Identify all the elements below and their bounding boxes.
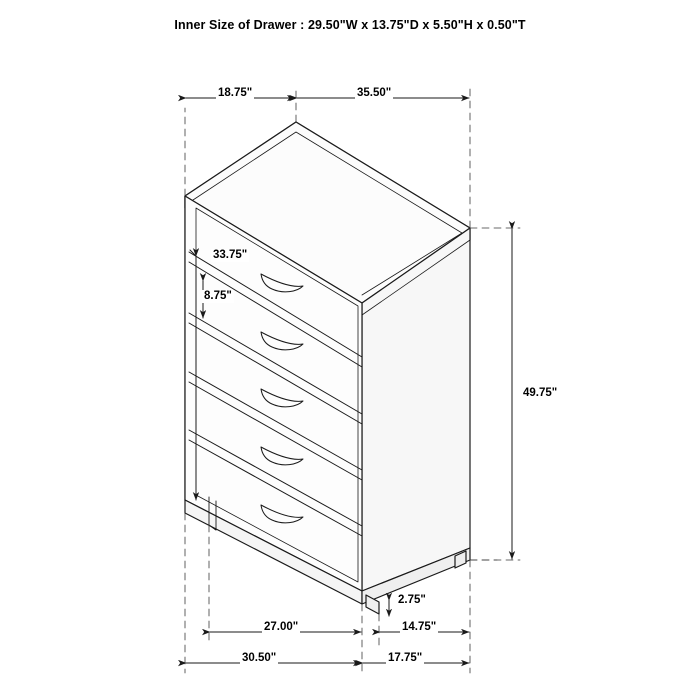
dimension-label-drawer-inner-height: 8.75" [204, 290, 232, 302]
dimension-label-bottom-outer-side: 17.75" [388, 652, 423, 664]
page-title: Inner Size of Drawer : 29.50"W x 13.75"D x 5.50"H x 0.50"T [174, 18, 526, 32]
dimension-label-bottom-inner-side: 14.75" [402, 621, 437, 633]
dimension-label-foot-height: 2.75" [398, 594, 426, 606]
dimension-label-drawer-front-height: 33.75" [213, 249, 248, 261]
dimension-label-bottom-outer-front: 30.50" [242, 652, 277, 664]
dimension-label-top-right-width: 35.50" [357, 87, 392, 99]
dimension-label-bottom-inner-front: 27.00" [264, 621, 299, 633]
dimension-label-top-left-depth: 18.75" [218, 87, 253, 99]
dimension-label-overall-height: 49.75" [523, 387, 558, 399]
